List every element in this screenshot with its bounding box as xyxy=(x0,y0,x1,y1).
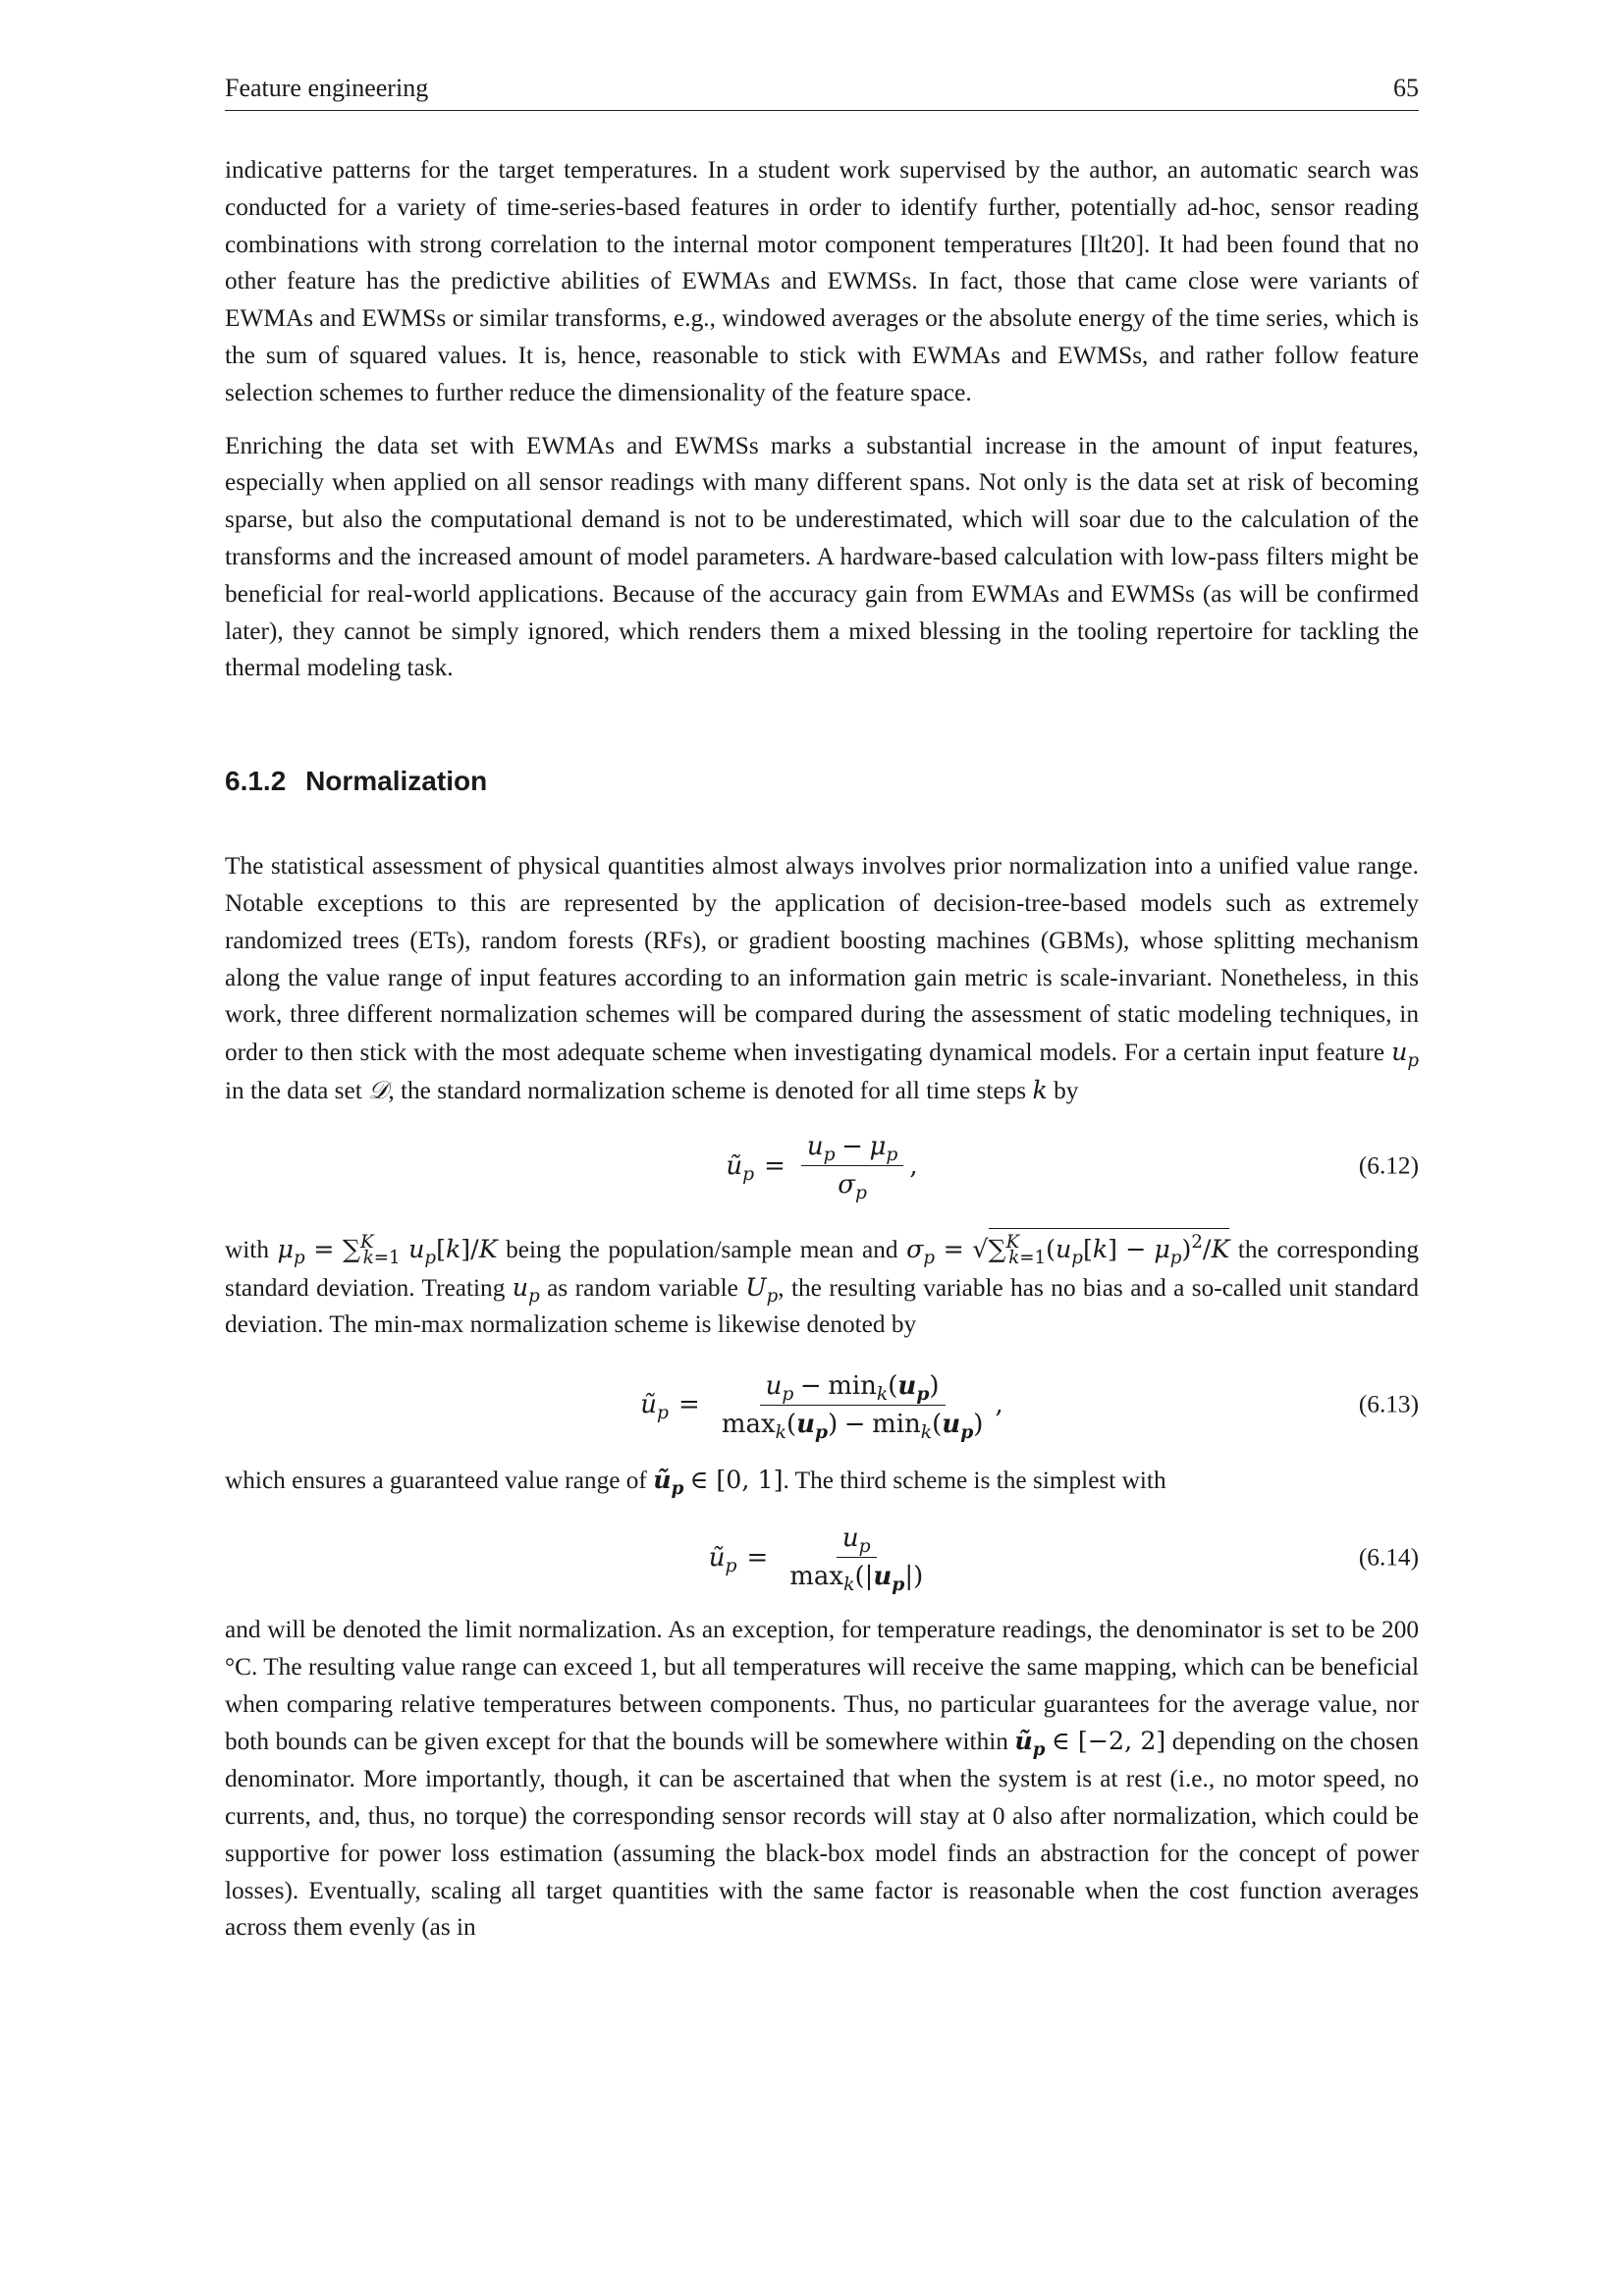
running-header xyxy=(225,71,1419,111)
section-title: Normalization xyxy=(305,766,488,797)
fraction: $\frac{u_p - \min_k(u_p)}{\max_k(u_p) - \min_k(u_p)}$ xyxy=(721,1370,984,1443)
paragraph-text: and will be denoted the limit normalization. As an exception, for temperature readings, the denominator is set to be 200 °C. The resulting value range can exceed 1, but all temperatures will receive the same mapping, which can be beneficial when comparing relative temperatures between components. Thus, no particular guarantees for the average value, nor both bounds can be given except for that the bounds will be somewhere within xyxy=(225,1615,1419,1756)
chapter-title: Feature engineering xyxy=(225,74,429,102)
math-mu-def: $\mu_p$ xyxy=(277,1234,305,1268)
paragraph-text: , the standard normalization scheme is denoted for all time steps xyxy=(388,1076,1027,1104)
paragraph-text: The statistical assessment of physical quantities almost always involves prior normalization into a unified value range. Notable exceptions to this are represented by the application of decision-tree-based models such as extremely randomized trees (ETs), random forests (RFs), or gradient boosting machines (GBMs), whose splitting mechanism along the value range of input features according to an information gain metric is scale-invariant. Nonetheless, in this work, three different normalization schemes will be compared during the assessment of static modeling techniques, in order to then stick with the most adequate scheme when investigating dynamical models. For a certain input feature xyxy=(225,852,1419,1067)
section-number: 6.1.2 xyxy=(225,766,287,797)
paragraph-ewma-tradeoff: Enriching the data set with EWMAs and EWMSs marks a substantial increase in the amount of input features, especially when applied on all sensor readings with many different spans. Not only is the data set at risk of becoming sparse, but also the computational demand is not to be underestimated, which will soar due to the calculation of the transforms and the increased amount of model parameters. A hardware-based calculation with low-pass filters might be beneficial for real-world applications. Because of the accuracy gain from EWMAs and EWMSs (as will be confirmed later), they cannot be simply ignored, which renders them a mixed blessing in the tooling repertoire for tackling the thermal modeling task. xyxy=(225,431,1419,682)
paragraph-text: in the data set xyxy=(225,1076,362,1104)
paragraph-text: depending on the chosen denominator. More importantly, though, it can be ascertained that when the system is at rest (i.e., no motor speed, no currents, and, thus, no torque) the corresponding sensor records will stay at 0 also after normalization, which could be supportive for power loss estimation (assuming the black-box model finds an abstraction for the concept of power losses). Eventually, scaling all target quantities with the same factor is reasonable when the cost function averages across them evenly (as in xyxy=(225,1728,1420,1942)
math-sigma-def: $\sigma_p$ xyxy=(906,1234,936,1268)
section-heading xyxy=(225,764,1419,799)
math-u-p: $u_p$ xyxy=(1391,1038,1420,1071)
paragraph-normalization-intro xyxy=(225,848,1419,1110)
equation-number: (6.13) xyxy=(1358,1390,1419,1418)
paragraph-feature-search: indicative patterns for the target temperatures. In a student work supervised by the author, an automatic search was conducted for a variety of time-series-based features in order to identify further, potentially ad-hoc, sensor reading combinations with strong correlation to the internal motor component temperatures [Ilt20]. It had been found that no other feature has the predictive abilities of EWMAs and EWMSs. In fact, those that came close were variants of EWMAs and EWMSs or similar transforms, e.g., windowed averages or the absolute energy of the time series, which is the sum of squared values. It is, hence, reasonable to stick with EWMAs and EWMSs, and rather follow feature selection schemes to further reduce the dimensionality of the feature space. xyxy=(225,156,1419,406)
equation-body: $ũ_p$ = $\frac{u_p - \mu_p}{\sigma_p}$ , xyxy=(726,1132,918,1204)
paragraph-text: by xyxy=(1054,1076,1079,1104)
fraction: $\frac{u_p}{\max_k(|u_p|)}$ xyxy=(789,1523,924,1596)
paragraph-limit-normalization: and will be denoted the limit normalization. As an exception, for temperature readings, the denominator is set to be 200 °C. The resulting value range can exceed 1, but all temperatures will receive the same mapping, which can be beneficial when comparing relative temperatures between components. Thus, no particular guarantees for the average value, nor both bounds can be given except for that the bounds will be somewhere within $ũ_p$ ∈ [−2, 2] depending on the chosen denominator. More importantly, though, it can be ascertained that when the system is at rest (i.e., no motor speed, no currents, and, thus, no torque) the corresponding sensor records will stay at 0 also after normalization, which could be supportive for power loss estimation (assuming the black-box model finds an abstraction for the concept of power losses). Eventually, scaling all target quantities with the same factor is reasonable when the cost function averages across them evenly (as in xyxy=(225,1615,1420,1942)
paragraph-standard-deviation: with $\mu_p = \sum^K_{k=1}$ $u_p[k]/K$ being the population/sample mean and $\sigma_p = √\sum^K_{k=1}(u_p[k] - \mu_p)^2/K$ the corresponding standard deviation. Treating $u_p$ as random variable $U_p$, the resulting variable has no bias and a so-called unit standard deviation. The min-max normalization scheme is likewise denoted by xyxy=(225,1228,1419,1344)
equation-number: (6.12) xyxy=(1358,1151,1419,1180)
paragraph-text: as random variable xyxy=(547,1273,738,1302)
equation-6-14 xyxy=(225,1514,1419,1602)
math-k: k xyxy=(1032,1075,1048,1104)
math-dataset-d: 𝒟 xyxy=(368,1075,389,1104)
fraction: $\frac{u_p - \mu_p}{\sigma_p}$ xyxy=(801,1132,903,1200)
equation-6-13 xyxy=(225,1358,1419,1452)
paragraph-text: the corresponding standard deviation. Treating xyxy=(225,1235,1420,1302)
math-U-p: $U_p$ xyxy=(745,1272,779,1307)
page xyxy=(225,71,1419,1947)
equation-number: (6.14) xyxy=(1358,1543,1419,1572)
paragraph-text: being the population/sample mean and xyxy=(506,1235,898,1263)
math-u-tilde-vec: $ũ_p$ xyxy=(653,1465,684,1499)
paragraph-text: , the resulting variable has no bias and a so-called unit standard deviation. The min-max normalization scheme is likewise denoted by xyxy=(225,1273,1419,1339)
paragraph-text: with xyxy=(225,1235,269,1263)
math-u-p: $u_p$ xyxy=(512,1272,540,1307)
page-number: 65 xyxy=(1393,74,1419,102)
equation-body: $ũ_p$ = $\frac{u_p - \min_k(u_p)}{\max_k(u_p) - \min_k(u_p)}$ , xyxy=(640,1370,1003,1443)
equation-6-12 xyxy=(225,1124,1419,1208)
paragraph-text: . The third scheme is the simplest with xyxy=(783,1467,1166,1495)
paragraph-minmax-range: which ensures a guaranteed value range of $ũ_p$ ∈ [0, 1]. The third scheme is the simplest with xyxy=(225,1465,1166,1499)
math-u-tilde-vec: $ũ_p$ xyxy=(1014,1726,1046,1761)
paragraph-text: which ensures a guaranteed value range of xyxy=(225,1467,647,1495)
equation-body: $ũ_p$ = $\frac{u_p}{\max_k(|u_p|)}$ xyxy=(225,1514,1419,1602)
